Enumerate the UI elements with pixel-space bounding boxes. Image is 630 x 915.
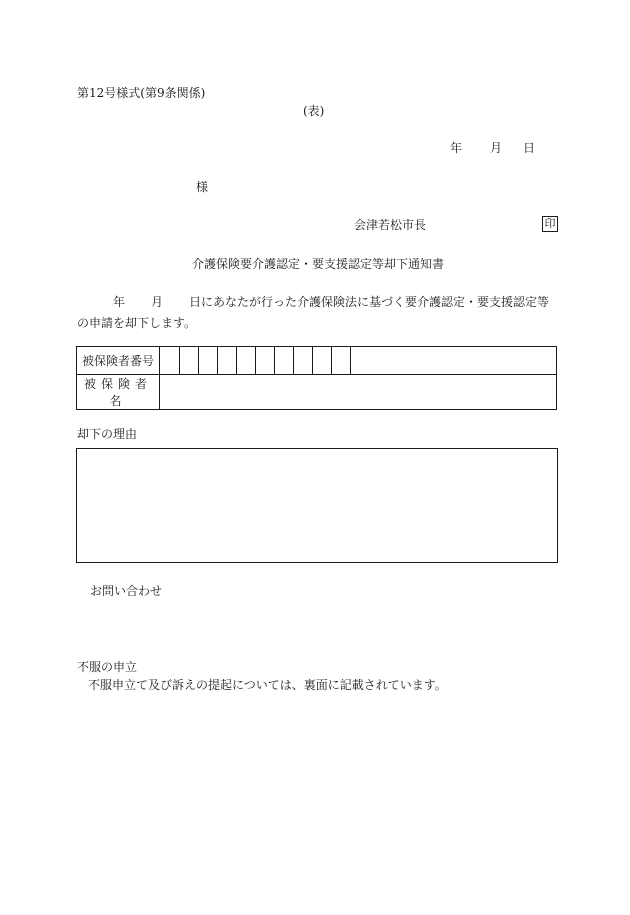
insured-number-digit[interactable] — [160, 347, 180, 374]
issue-date — [450, 140, 535, 156]
insured-number-digit[interactable] — [294, 347, 313, 374]
seal-stamp: 印 — [542, 216, 558, 232]
insured-number-field[interactable] — [160, 347, 557, 375]
form-number: 第12号様式(第9条関係) — [77, 86, 206, 100]
insured-number-row — [77, 347, 557, 375]
appeal-text: 不服申立て及び訴えの提起については、裏面に記載されています。 — [88, 678, 447, 692]
document-title: 介護保険要介護認定・要支援認定等却下通知書 — [192, 257, 445, 271]
insured-number-digit[interactable] — [180, 347, 199, 374]
insured-number-digit[interactable] — [218, 347, 237, 374]
reason-box[interactable] — [76, 448, 558, 563]
insured-table — [76, 346, 557, 410]
date-day: 日 — [523, 141, 536, 155]
insured-number-digit[interactable] — [256, 347, 275, 374]
insured-number-digit[interactable] — [313, 347, 332, 374]
insured-name-field[interactable] — [160, 375, 557, 410]
insured-number-digit[interactable] — [199, 347, 218, 374]
insured-name-row — [77, 375, 557, 410]
notice-body — [77, 292, 559, 334]
insured-number-cells — [160, 347, 556, 374]
contact-label: お問い合わせ — [90, 584, 163, 598]
issuer-name: 会津若松市長 — [354, 218, 427, 232]
body-text: 日にあなたが行った介護保険法に基づく要介護認定・要支援認定等の申請を却下します。 — [77, 295, 550, 330]
insured-name-label: 被保険者名 — [77, 375, 160, 410]
insured-number-digit[interactable] — [332, 347, 351, 374]
body-year: 年 — [113, 295, 126, 309]
insured-number-digit[interactable] — [237, 347, 256, 374]
side-label: (表) — [303, 104, 325, 118]
addressee-suffix: 様 — [196, 180, 209, 194]
insured-number-label: 被保険者番号 — [77, 347, 160, 375]
appeal-heading: 不服の申立 — [77, 660, 138, 674]
insured-number-digit[interactable] — [275, 347, 294, 374]
reason-label: 却下の理由 — [77, 427, 138, 441]
body-month: 月 — [151, 295, 164, 309]
date-month: 月 — [490, 141, 503, 155]
date-year: 年 — [450, 141, 463, 155]
